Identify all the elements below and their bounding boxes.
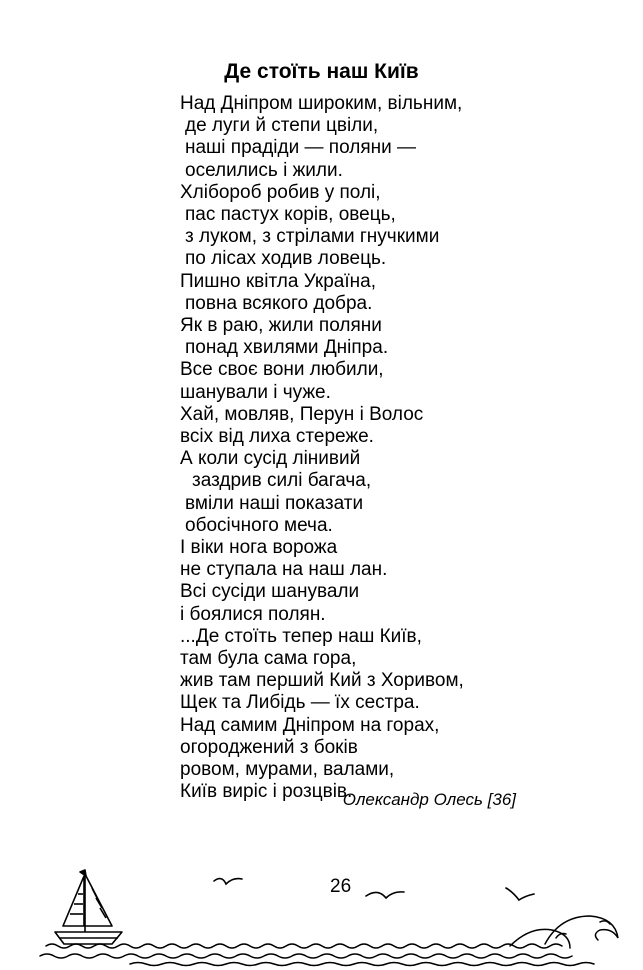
- poem-line: Всі сусіди шанували: [180, 581, 360, 603]
- poem-line: Як в раю, жили поляни: [180, 315, 382, 337]
- poem-line: наші прадіди — поляни —: [185, 137, 416, 159]
- poem-line: ровом, мурами, валами,: [180, 759, 395, 781]
- poem-line: і боялися полян.: [180, 603, 326, 625]
- poem-line: оселились і жили.: [185, 159, 343, 181]
- poem-line: огороджений з боків: [180, 736, 358, 758]
- poem-line: не ступала на наш лан.: [180, 559, 388, 581]
- poem-line: Хай, мовляв, Перун і Волос: [180, 403, 424, 425]
- poem-line: по лісах ходив ловець.: [185, 248, 387, 270]
- poem-line: повна всякого добра.: [185, 292, 373, 314]
- footer-sea-illustration: [0, 860, 643, 970]
- poem-author: Олександр Олесь [36]: [342, 790, 516, 809]
- poem-line: жив там перший Кий з Хоривом,: [180, 670, 464, 692]
- wave-icon: [40, 916, 618, 966]
- seagull-icon: [214, 879, 534, 900]
- poem-line: Над самим Дніпром на горах,: [180, 714, 440, 736]
- poem-line: Щек та Либідь — їх сестра.: [180, 692, 420, 714]
- poem-title: Де стоїть наш Київ: [224, 60, 419, 83]
- poem-line: Все своє вони любили,: [180, 359, 384, 381]
- poem-line: І віки нога ворожа: [180, 537, 338, 559]
- poem-line: ...Де стоїть тепер наш Київ,: [180, 625, 422, 647]
- poem-line: понад хвилями Дніпра.: [185, 337, 389, 359]
- poem-line: Хлібороб робив у полі,: [180, 181, 381, 203]
- poem-line: вміли наші показати: [185, 492, 364, 514]
- sailboat-icon: [55, 870, 122, 944]
- poem-line: обосічного меча.: [185, 514, 333, 536]
- page-number: 26: [330, 876, 352, 897]
- poem-line: там була сама гора,: [180, 648, 357, 670]
- poem-line: всіх від лиха стереже.: [180, 426, 374, 448]
- poem-body: [180, 93, 464, 804]
- poem-line: Над Дніпром широким, вільним,: [180, 93, 463, 114]
- poem-line: Пишно квітла Україна,: [180, 270, 376, 292]
- poem-line: Київ виріс і розцвів.: [180, 781, 353, 803]
- poem-line: А коли сусід лінивий: [180, 448, 361, 470]
- poem-line: де луги й степи цвіли,: [185, 115, 379, 137]
- poem-line: з луком, з стрілами гнучкими: [185, 226, 440, 248]
- poem-line: пас пастух корів, овець,: [185, 204, 396, 226]
- poem-line: шанували і чуже.: [180, 381, 331, 403]
- poem-line: заздрив силі багача,: [192, 470, 372, 492]
